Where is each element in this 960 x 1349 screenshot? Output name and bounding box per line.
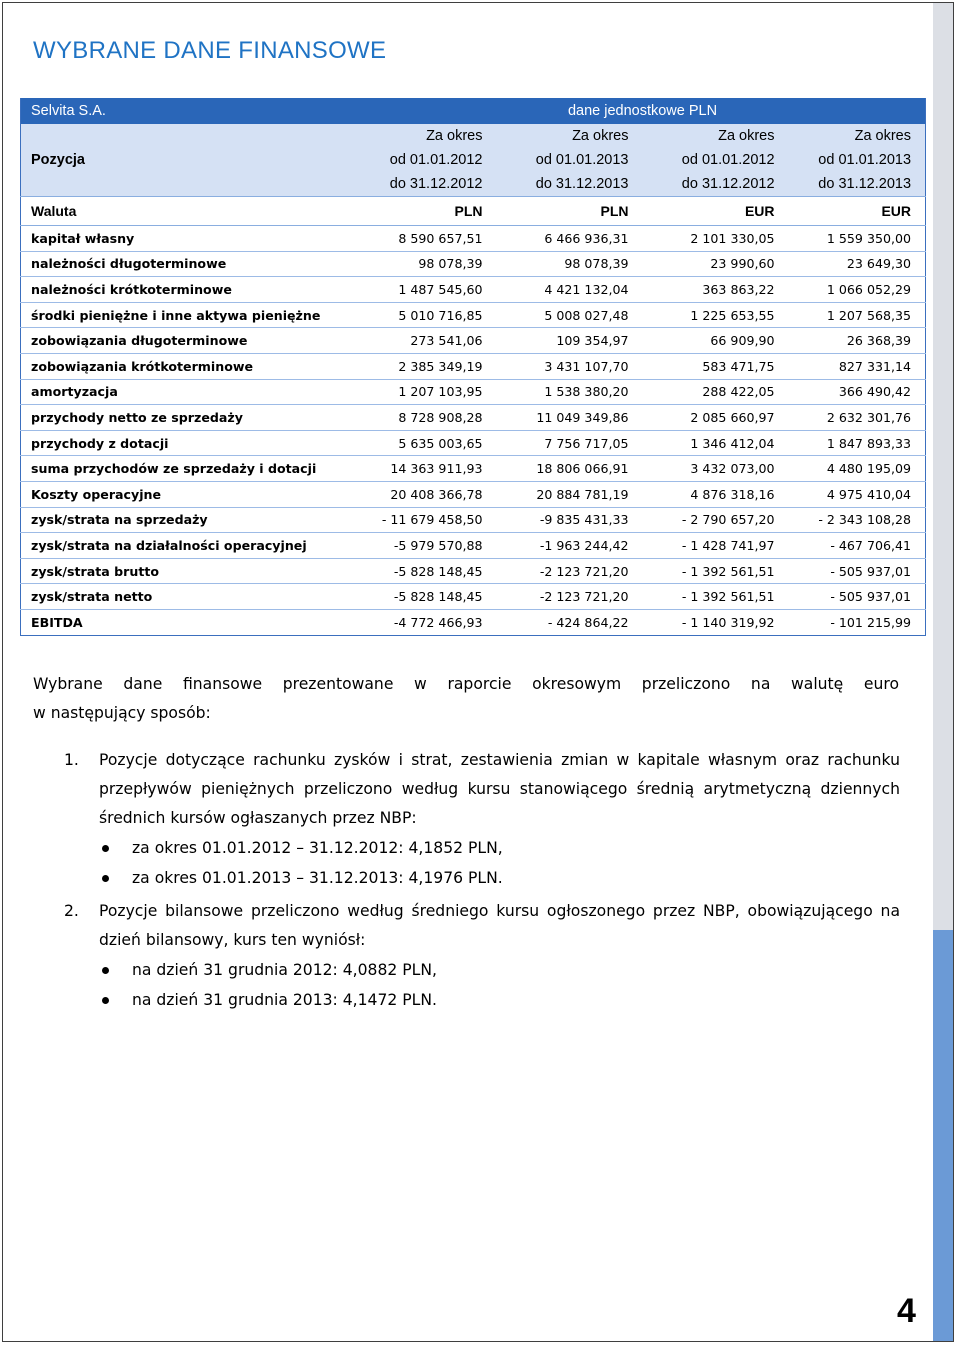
value-cell: 8 590 657,51 [351,226,497,252]
value-cell: 3 432 073,00 [643,456,789,482]
value-cell: 583 471,75 [643,353,789,379]
bullet-icon [102,875,109,882]
intro-paragraph: Wybrane dane finansowe prezentowane w raporcie okresowym przeliczono na walutę euro [33,675,899,693]
value-cell: 1 066 052,29 [789,277,926,303]
value-cell: - 505 937,01 [789,584,926,610]
row-label: przychody z dotacji [21,430,351,456]
row-label: zobowiązania krótkoterminowe [21,353,351,379]
value-cell: 109 354,97 [497,328,643,354]
row-label: Koszty operacyjne [21,481,351,507]
row-label: przychody netto ze sprzedaży [21,405,351,431]
value-cell: 1 538 380,20 [497,379,643,405]
value-cell: 1 487 545,60 [351,277,497,303]
currency-cell: PLN [351,197,497,226]
value-cell: -5 828 148,45 [351,558,497,584]
side-strip [933,3,953,1341]
table-row [21,533,926,559]
table-row [21,507,926,533]
value-cell: - 1 428 741,97 [643,533,789,559]
table-row [21,328,926,354]
row-label: zysk/strata netto [21,584,351,610]
table-row [21,430,926,456]
period-header: Za okres od 01.01.2013 do 31.12.2013 [497,124,643,197]
period-header-row [21,124,926,197]
method-text: Pozycje dotyczące rachunku zysków i strat, zestawienia zmian w kapitale własnym oraz rachunku przepływów pieniężnych przeliczono według kursu stanowiącego średnią arytmetyczną dziennych średnich kursów ogłaszanych przez NBP: [99,751,900,827]
value-cell: 2 085 660,97 [643,405,789,431]
value-cell: 4 876 318,16 [643,481,789,507]
value-cell: 5 010 716,85 [351,302,497,328]
value-cell: - 505 937,01 [789,558,926,584]
value-cell: 11 049 349,86 [497,405,643,431]
value-cell: - 101 215,99 [830,614,912,630]
value-cell: 2 385 349,19 [351,353,497,379]
conversion-method-list [64,746,900,1015]
rate-text: za okres 01.01.2013 – 31.12.2013: 4,1976 PLN. [132,869,503,887]
company-name: Selvita S.A. [21,98,351,124]
value-cell: 4 421 132,04 [497,277,643,303]
table-row [21,558,926,584]
rate-text: na dzień 31 grudnia 2012: 4,0882 PLN, [132,961,437,979]
value-cell: 4 975 410,04 [789,481,926,507]
rate-item [99,955,900,985]
value-cell: - 2 343 108,28 [789,507,926,533]
value-cell: 1 207 568,35 [789,302,926,328]
value-cell: 827 331,14 [789,353,926,379]
value-cell: 18 806 066,91 [497,456,643,482]
side-strip-accent [933,930,953,1341]
table-row [21,609,926,635]
rate-item [99,863,900,893]
value-cell: - 2 790 657,20 [643,507,789,533]
method-item [64,746,900,893]
value-cell: -4 772 466,93 [393,614,483,630]
value-cell: 26 368,39 [789,328,926,354]
currency-cell: PLN [497,197,643,226]
value-cell: 23 649,30 [789,251,926,277]
method-item [64,897,900,1015]
value-cell: 3 431 107,70 [497,353,643,379]
row-label: należności krótkoterminowe [21,277,351,303]
value-cell: -1 963 244,42 [497,533,643,559]
financial-data-table [20,98,926,636]
method-number: 1. [64,751,79,769]
row-label: zobowiązania długoterminowe [21,328,351,354]
table-row [21,481,926,507]
row-label: zysk/strata na sprzedaży [21,507,351,533]
value-cell: 6 466 936,31 [497,226,643,252]
value-cell: - 1 140 319,92 [681,614,775,630]
rate-text: na dzień 31 grudnia 2013: 4,1472 PLN. [132,991,437,1009]
value-cell: 14 363 911,93 [351,456,497,482]
page-title: WYBRANE DANE FINANSOWE [33,37,387,64]
value-cell: 273 541,06 [351,328,497,354]
value-cell: -2 123 721,20 [497,584,643,610]
method-number: 2. [64,902,79,920]
value-cell: 20 884 781,19 [497,481,643,507]
value-cell: 98 078,39 [351,251,497,277]
currency-row [21,197,926,226]
bullet-icon [102,997,109,1004]
row-label: suma przychodów ze sprzedaży i dotacji [21,456,351,482]
value-cell: - 11 679 458,50 [351,507,497,533]
value-cell: -5 828 148,45 [351,584,497,610]
table-row [21,226,926,252]
row-label: środki pieniężne i inne aktywa pieniężne [21,302,351,328]
value-cell: 1 559 350,00 [789,226,926,252]
intro-paragraph-end: w następujący sposób: [33,704,211,722]
value-cell: - 467 706,41 [789,533,926,559]
table-row [21,405,926,431]
period-header: Za okres od 01.01.2013 do 31.12.2013 [789,124,926,197]
table-row [21,251,926,277]
value-cell: 1 225 653,55 [643,302,789,328]
table-row [21,353,926,379]
value-cell: - 1 392 561,51 [643,558,789,584]
bullet-icon [102,967,109,974]
rate-item [99,833,900,863]
value-cell: -2 123 721,20 [497,558,643,584]
value-cell: 5 635 003,65 [351,430,497,456]
value-cell: 66 909,90 [643,328,789,354]
page-number: 4 [897,1292,916,1330]
value-cell: 363 863,22 [643,277,789,303]
table-row [21,302,926,328]
method-text: Pozycje bilansowe przeliczono według średniego kursu ogłoszonego przez NBP, obowiązującego na dzień bilansowy, kurs ten wyniósł: [99,902,900,949]
currency-cell: EUR [643,197,789,226]
row-label: kapitał własny [21,226,351,252]
table-row [21,584,926,610]
value-cell: 288 422,05 [643,379,789,405]
value-cell: -9 835 431,33 [497,507,643,533]
table-row [21,379,926,405]
row-label: zysk/strata brutto [21,558,351,584]
period-header: Za okres od 01.01.2012 do 31.12.2012 [351,124,497,197]
value-cell: 4 480 195,09 [789,456,926,482]
rate-list [99,955,900,1015]
value-cell: 2 632 301,76 [789,405,926,431]
value-cell: 1 346 412,04 [643,430,789,456]
value-cell: 23 990,60 [643,251,789,277]
table-row [21,277,926,303]
value-cell: - 1 392 561,51 [643,584,789,610]
value-cell: -5 979 570,88 [351,533,497,559]
value-cell: 2 101 330,05 [643,226,789,252]
table-header-row [21,98,926,124]
row-label: EBITDA [31,614,83,630]
pozycja-label: Pozycja [21,124,351,197]
value-cell: 98 078,39 [497,251,643,277]
value-cell: 5 008 027,48 [497,302,643,328]
value-cell: - 424 864,22 [547,614,629,630]
value-cell: 1 207 103,95 [351,379,497,405]
row-label: należności długoterminowe [21,251,351,277]
row-label: amortyzacja [21,379,351,405]
currency-cell: EUR [789,197,926,226]
row-label: zysk/strata na działalności operacyjnej [21,533,351,559]
value-cell: 7 756 717,05 [497,430,643,456]
rate-item [99,985,900,1015]
value-cell: 1 847 893,33 [789,430,926,456]
value-cell: 8 728 908,28 [351,405,497,431]
value-cell: 366 490,42 [789,379,926,405]
period-header: Za okres od 01.01.2012 do 31.12.2012 [643,124,789,197]
unit-title: dane jednostkowe PLN [497,98,789,124]
value-cell: 20 408 366,78 [351,481,497,507]
bullet-icon [102,845,109,852]
rate-list [99,833,900,893]
currency-label: Waluta [21,197,351,226]
rate-text: za okres 01.01.2012 – 31.12.2012: 4,1852 PLN, [132,839,503,857]
table-row [21,456,926,482]
